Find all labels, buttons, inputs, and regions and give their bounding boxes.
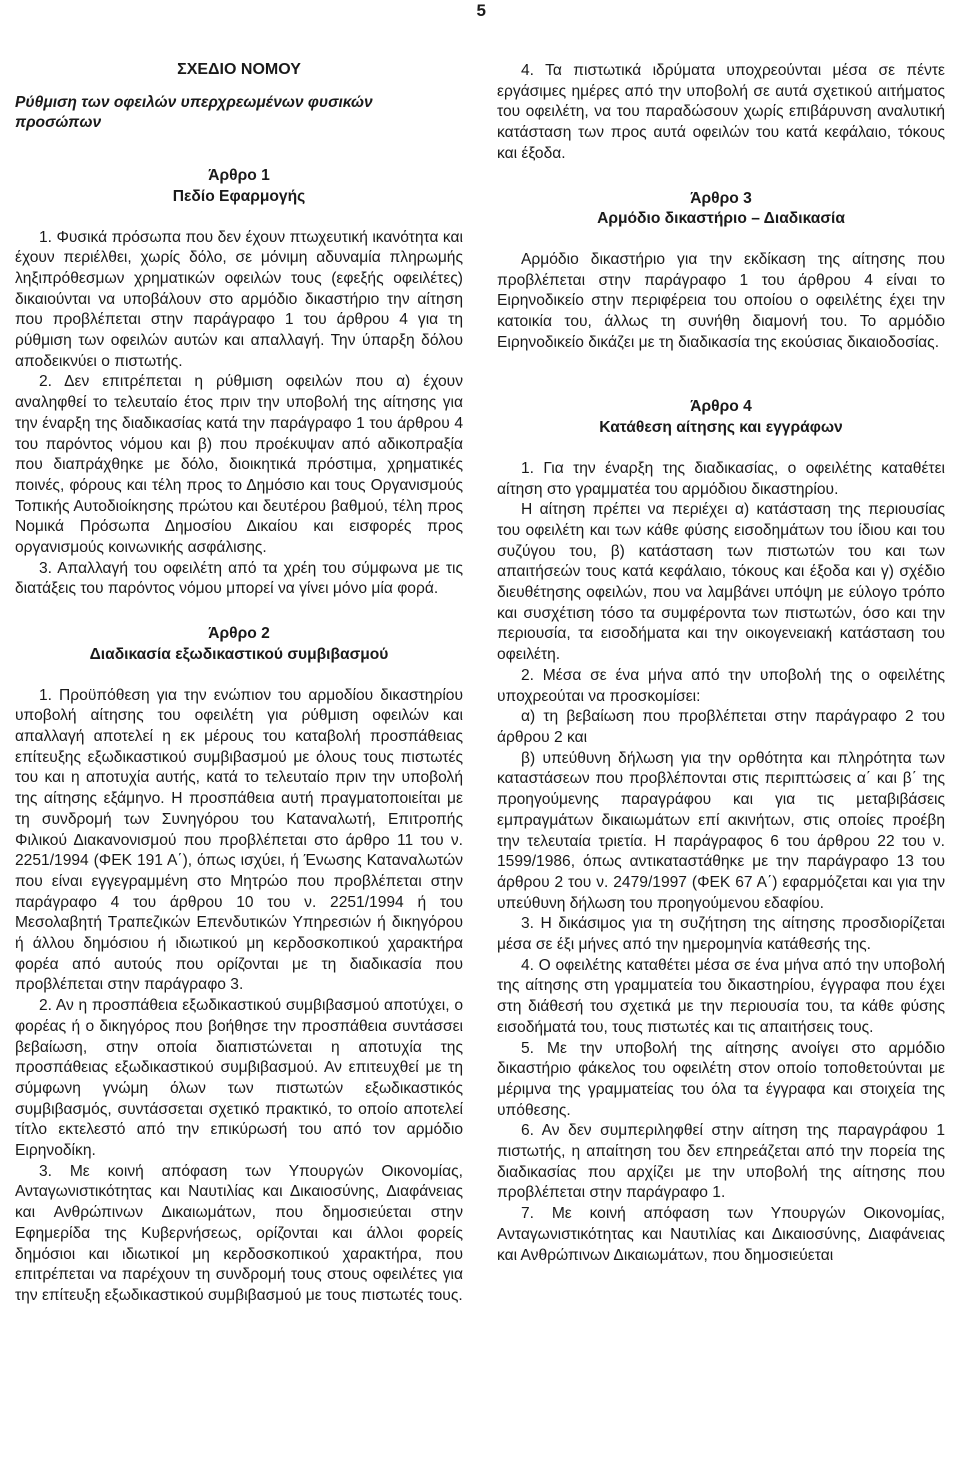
article-4-paragraph-2: Η αίτηση πρέπει να περιέχει α) κατάσταση της περιουσίας του οφειλέτη και των κάθε φύσης εισοδημάτων του ίδιου και του συζύγου του, β) κατάσταση των πιστωτών του και των απαιτήσεών τους κατά κεφάλαιο, τόκους και έξοδα και γ) σχέδιο διευθέτησης οφειλών, που να λαμβάνει υπόψη με εύλογο τρόπο και συσχέτιση τόσο τα συμφέροντα των πιστωτών, όσο και την περιουσία, τα εισοδήματα και την οικογενειακή κατάσταση του οφειλέτη. [497,501,945,664]
article-2-paragraph-1: 1. Προϋπόθεση για την ενώπιον του αρμοδίου δικαστηρίου υποβολή αίτησης του οφειλέτη για ρύθμιση οφειλών και απαλλαγή αποτελεί η εκ μέρους του καταβολή προσπάθειας επίτευξης εξωδικαστικού συμβιβασμού με όλους τους πιστωτές του και η αποτυχία αυτής, κατά το τελευταίο πριν την υποβολή της αίτησης εξάμηνο. Η προσπάθεια αυτή πραγματοποιείται με τη συνδρομή των Συνηγόρου του Καταναλωτή, Επιτροπής Φιλικού Διακανονισμού που προβλέπεται στο άρθρο 11 του ν. 2251/1994 (ΦΕΚ 191 Α΄), όπως ισχύει, ή Ένωσης Καταναλωτών που είναι εγγεγραμμένη στο Μητρώο που προβλέπεται στην παράγραφο 4 του άρθρου 10 του ν. 2251/1994 ή του Μεσολαβητή Τραπεζικών Επενδυτικών Υπηρεσιών ή δικηγόρου ή άλλου δημόσιου ή ιδιωτικού μη κερδοσκοπικού χαρακτήρα φορέα από αυτούς που ορίζονται με τη διαδικασία που προβλέπεται στην παράγραφο 3. [15,686,463,994]
right-column [497,61,945,1266]
article-2-number: Άρθρο 2 [208,625,270,643]
left-column [15,60,463,1304]
article-3-paragraph-1: Αρμόδιο δικαστήριο για την εκδίκαση της αίτησης που προβλέπεται στην παράγραφο 1 του άρθρου 4 είναι το Ειρηνοδικείο στην περιφέρεια του οποίου ο οφειλέτης έχει την κατοικία του, άλλως τη συνήθη διαμονή του. Το αρμόδιο Ειρηνοδικείο δικάζει με τη διαδικασία της εκούσιας δικαιοδοσίας. [497,250,945,351]
article-4-paragraph-9: 6. Αν δεν συμπεριληφθεί στην αίτηση της παραγράφου 1 πιστωτής, η απαίτηση του δεν επηρεάζεται από την πορεία της διαδικασίας που αρχίζει με την υποβολή της αίτησης που προβλέπεται στην παράγραφο 1. [497,1122,945,1202]
article-4-paragraph-10: 7. Με κοινή απόφαση των Υπουργών Οικονομίας, Ανταγωνιστικότητας και Ναυτιλίας και Δικαιοσύνης, Διαφάνειας και Ανθρώπινων Δικαιωμάτων, που δημοσιεύεται [497,1205,945,1264]
article-4-paragraph-8: 5. Με την υποβολή της αίτησης ανοίγει στο αρμόδιο δικαστήριο φάκελος του οφειλέτη στον οποίο τοποθετούνται με μέριμνα της γραμματείας του όλα τα έγγραφα και στοιχεία της υπόθεσης. [497,1039,945,1119]
article-4-paragraph-4: α) τη βεβαίωση που προβλέπεται στην παράγραφο 2 του άρθρου 2 και [497,708,945,746]
article-4-paragraph-1: 1. Για την έναρξη της διαδικασίας, ο οφειλέτης καταθέτει αίτηση στο γραμματέα του αρμόδιου δικαστηρίου. [497,459,945,498]
page-number: 5 [476,1,486,20]
article-4-paragraph-6: 3. Η δικάσιμος για τη συζήτηση της αίτησης προσδιορίζεται μέσα σε έξι μήνες από την ημερομηνία κατάθεσής της. [497,915,945,954]
article-1-paragraph-3: 3. Απαλλαγή του οφειλέτη από τα χρέη του σύμφωνα με τις διατάξεις του παρόντος νόμου μπορεί να γίνει μόνο μία φορά. [15,559,463,598]
article-3-heading: Αρμόδιο δικαστήριο – Διαδικασία [597,210,845,228]
article-2-heading: Διαδικασία εξωδικαστικού συμβιβασμού [89,645,389,663]
article-2-paragraph-4: 4. Τα πιστωτικά ιδρύματα υποχρεούνται μέσα σε πέντε εργάσιμες ημέρες από την υποβολή σε αυτά σχετικού αιτήματος του οφειλέτη, να του παραδώσουν χωρίς επιβάρυνση αναλυτική κατάσταση των προς αυτά οφειλών του κατά κεφάλαιο, τόκους και έξοδα. [497,62,945,162]
article-4-number: Άρθρο 4 [690,398,752,416]
article-2-paragraph-2: 2. Αν η προσπάθεια εξωδικαστικού συμβιβασμού αποτύχει, ο φορέας ή ο δικηγόρος που βοήθησε την προσπάθεια συντάσσει βεβαίωση, στην οποία διαπιστώνεται η αποτυχία της προσπάθειας εξωδικαστικού συμβιβασμού. Αν επιτευχθεί με τη σύμφωνη γνώμη όλων των πιστωτών εξωδικαστικός συμβιβασμός, συντάσσεται σχετικό πρακτικό, το οποίο αποτελεί τίτλο εκτελεστό από την επικύρωσή του από τον αρμόδιο Ειρηνοδίκη. [15,997,463,1160]
article-1-number: Άρθρο 1 [208,167,270,185]
article-1-paragraph-2: 2. Δεν επιτρέπεται η ρύθμιση οφειλών που α) έχουν αναληφθεί το τελευταίο έτος πριν την υποβολή της αίτησης για την έναρξη της διαδικασίας κατά την παράγραφο 1 του άρθρου 4 του παρόντος νόμου και β) που προέκυψαν από αδικοπραξία που διαπράχθηκε με δόλο, διοικητικά πρόστιμα, χρηματικές ποινές, φόρους και τέλη προς το Δημόσιο και τους Οργανισμούς Τοπικής Αυτοδιοίκησης πρώτου και δευτέρου βαθμού, τέλη προς Νομικά Πρόσωπα Δημοσίου Δικαίου και εισφορές προς οργανισμούς κοινωνικής ασφάλισης. [15,373,463,557]
article-1-heading: Πεδίο Εφαρμογής [172,187,306,205]
article-3-number: Άρθρο 3 [690,189,752,207]
document-title: ΣΧΕΔΙΟ ΝΟΜΟΥ [177,61,301,78]
article-4-paragraph-5: β) υπεύθυνη δήλωση για την ορθότητα και πληρότητα των καταστάσεων που προβλέπονται στις περιπτώσεις α΄ και β΄ της προηγούμενης παραγράφου και για τις μεταβιβάσεις εμπραγμάτων δικαιωμάτων επί ακινήτων, στις οποίες προέβη την τελευταία τριετία. Η παράγραφος 6 του άρθρου 22 του ν. 1599/1986, όπως αντικαταστάθηκε με την παράγραφο 13 του άρθρου 2 του ν. 2479/1997 (ΦΕΚ 67 Α΄) εφαρμόζεται και για την υπεύθυνη δήλωση του προηγούμενου εδαφίου. [497,749,945,912]
article-1-paragraph-1: 1. Φυσικά πρόσωπα που δεν έχουν πτωχευτική ικανότητα και έχουν περιέλθει, χωρίς δόλο, σε μόνιμη αδυναμία πληρωμής ληξιπρόθεσμων χρηματικών οφειλών τους (εφεξής οφειλέτες) δικαιούνται να υποβάλουν στο αρμόδιο δικαστήριο την αίτηση που προβλέπεται στην παράγραφο 1 του άρθρου 4 για τη ρύθμιση των οφειλών αυτών και απαλλαγή. Την ύπαρξη δόλου αποδεικνύει ο πιστωτής. [15,228,463,370]
article-4-heading: Κατάθεση αίτησης και εγγράφων [599,419,843,437]
document-subtitle: Ρύθμιση των οφειλών υπερχρεωμένων φυσικών προσώπων [15,93,373,132]
article-2-paragraph-3: 3. Με κοινή απόφαση των Υπουργών Οικονομίας, Ανταγωνιστικότητας και Ναυτιλίας και Δικαιοσύνης, Διαφάνειας και Ανθρώπινων Δικαιωμάτων, που δημοσιεύεται στην Εφημερίδα της Κυβερνήσεως, ορίζονται και άλλοι φορείς δημόσιοι και ιδιωτικοί μη κερδοσκοπικού χαρακτήρα, που επιτρέπεται να παρέχουν τη συνδρομή τους στους οφειλέτες για την επίτευξη εξωδικαστικού συμβιβασμού με τους πιστωτές τους. [15,1162,463,1304]
article-4-paragraph-7: 4. Ο οφειλέτης καταθέτει μέσα σε ένα μήνα από την υποβολή της αίτησης στη γραμματεία του δικαστηρίου, έγγραφα που έχει στη διάθεσή του σχετικά με την περιουσία του, τα κάθε φύσης εισοδήματά του, τους πιστωτές και τις απαιτήσεις τους. [497,956,945,1036]
article-4-paragraph-3: 2. Μέσα σε ένα μήνα από την υποβολή της ο οφειλέτης υποχρεούται να προσκομίσει: [497,666,945,705]
